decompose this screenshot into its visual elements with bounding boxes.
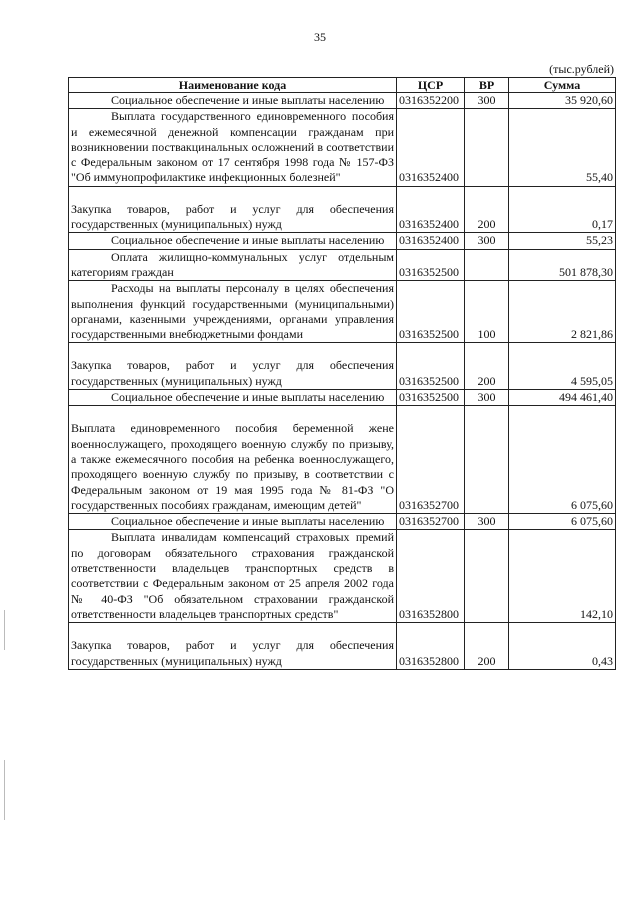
table-row [69,390,616,406]
row-csr: 0316352500 [397,281,465,343]
units-label: (тыс.рублей) [549,62,614,76]
row-sum: 6 075,60 [509,406,616,514]
row-name: Выплата инвалидам компенсаций страховых премий по договорам обязательного страхования гражданской ответственности владельцев транспортных средств в соответствии с Федеральным законом от 25 апреля 2002 года № 40-ФЗ "Об обязательном страховании гражданской ответственности владельцев транспортных средств" [69,530,397,623]
page-number: 35 [314,30,326,44]
row-csr: 0316352800 [397,623,465,670]
row-sum: 55,23 [509,233,616,249]
row-sum: 142,10 [509,530,616,623]
table-row [69,93,616,109]
table-row [69,623,616,670]
table-row [69,514,616,530]
row-vr: 100 [465,281,509,343]
row-name-text: Закупка товаров, работ и услуг для обеспечения государственных (муниципальных) нужд [71,201,394,232]
row-sum: 2 821,86 [509,281,616,343]
row-csr: 0316352400 [397,233,465,249]
row-name: Выплата государственного единовременного пособия и ежемесячной денежной компенсации гражданам при возникновении поствакцинальных осложнений в соответствии с Федеральным законом от 17 сентября 1998 года № 157-ФЗ "Об иммунопрофилактике инфекционных болезней" [69,109,397,186]
scan-edge-mark [4,760,5,820]
row-csr: 0316352500 [397,249,465,281]
row-csr: 0316352800 [397,530,465,623]
budget-table [68,77,616,670]
row-csr: 0316352200 [397,93,465,109]
row-vr: 300 [465,514,509,530]
table-row [69,343,616,390]
row-vr: 200 [465,623,509,670]
row-vr: 200 [465,186,509,233]
row-csr: 0316352700 [397,406,465,514]
table-row [69,233,616,249]
row-name: Социальное обеспечение и иные выплаты населению [69,93,397,109]
row-csr: 0316352400 [397,186,465,233]
row-name-text: Закупка товаров, работ и услуг для обеспечения государственных (муниципальных) нужд [71,638,394,668]
table-row [69,109,616,186]
row-name-text: Закупка товаров, работ и услуг для обеспечения государственных (муниципальных) нужд [71,358,394,388]
row-name [69,186,397,233]
header-sum: Сумма [509,78,616,93]
table-row [69,249,616,281]
header-vr: ВР [465,78,509,93]
row-sum: 0,43 [509,623,616,670]
row-sum: 6 075,60 [509,514,616,530]
header-name: Наименование кода [69,78,397,93]
row-name: Социальное обеспечение и иные выплаты населению [69,390,397,406]
table-row [69,281,616,343]
row-name-text: Выплата единовременного пособия беременной жене военнослужащего, проходящего военную службу по призыву, а также ежемесячного пособия на ребенка военнослужащего, проходящего военную службу по призыву, в соответствии с Федеральным законом от 19 мая 1995 года № 81-ФЗ "О государственных пособиях гражданам, имеющим детей" [71,421,394,512]
table-header-row [69,78,616,93]
row-vr: 300 [465,233,509,249]
row-sum: 35 920,60 [509,93,616,109]
row-csr: 0316352700 [397,514,465,530]
row-vr: 300 [465,93,509,109]
table-row [69,186,616,233]
table-row [69,530,616,623]
row-vr [465,406,509,514]
row-sum: 4 595,05 [509,343,616,390]
row-vr [465,530,509,623]
row-vr: 200 [465,343,509,390]
row-vr [465,109,509,186]
row-sum: 0,17 [509,186,616,233]
row-sum: 494 461,40 [509,390,616,406]
row-name [69,406,397,514]
header-csr: ЦСР [397,78,465,93]
row-csr: 0316352500 [397,343,465,390]
row-name [69,623,397,670]
row-vr: 300 [465,390,509,406]
row-vr [465,249,509,281]
row-name: Оплата жилищно-коммунальных услуг отдельным категориям граждан [69,249,397,281]
table-row [69,406,616,514]
row-name: Социальное обеспечение и иные выплаты населению [69,514,397,530]
row-csr: 0316352400 [397,109,465,186]
row-csr: 0316352500 [397,390,465,406]
row-name: Расходы на выплаты персоналу в целях обеспечения выполнения функций государственными (муниципальными) органами, казенными учреждениями, органами управления государственными внебюджетными фондами [69,281,397,343]
row-sum: 55,40 [509,109,616,186]
scan-edge-mark [4,610,5,650]
row-name: Социальное обеспечение и иные выплаты населению [69,233,397,249]
row-sum: 501 878,30 [509,249,616,281]
row-name [69,343,397,390]
